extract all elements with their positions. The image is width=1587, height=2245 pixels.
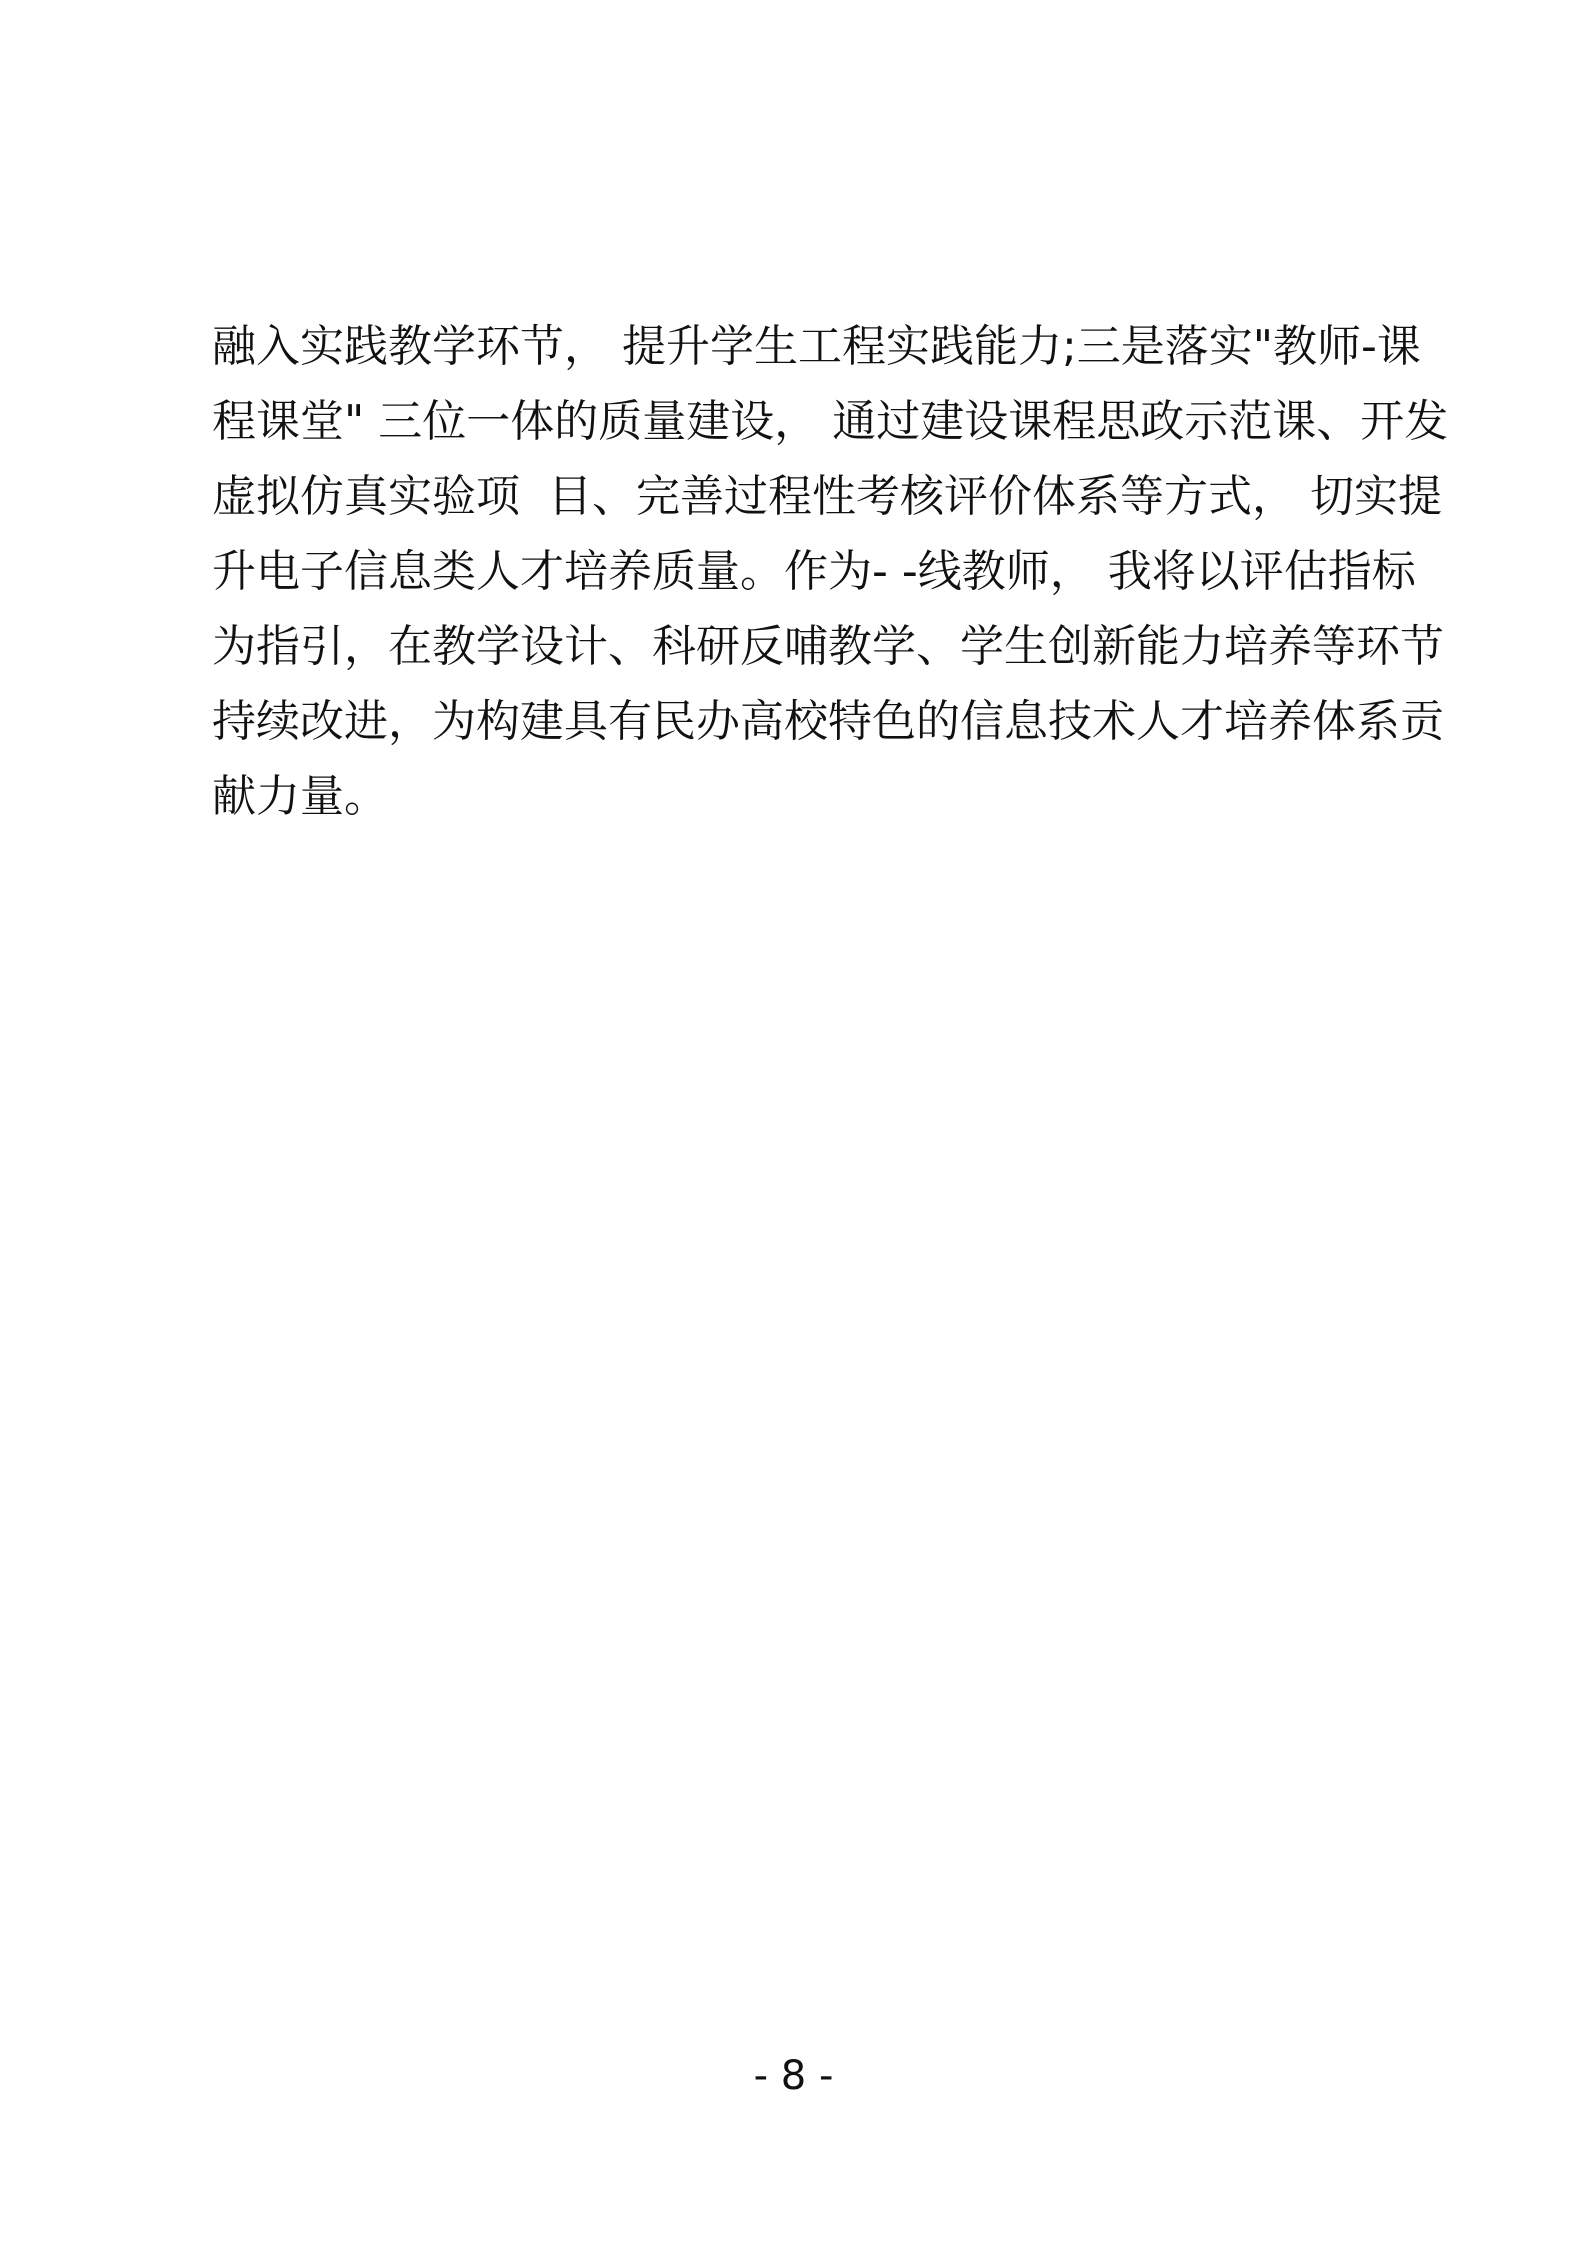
paragraph-line: 献力量。 bbox=[212, 771, 388, 822]
paragraph-line: 程课堂" 三位一体的质量建设， 通过建设课程思政示范课、开发 bbox=[212, 396, 1449, 447]
paragraph-line: 持续改进，为构建具有民办高校特色的信息技术人才培养体系贡 bbox=[212, 696, 1444, 747]
paragraph-line: 融入实践教学环节， 提升学生工程实践能力;三是落实"教师-课 bbox=[212, 321, 1421, 372]
body-paragraph bbox=[212, 309, 1449, 834]
page-number: - 8 - bbox=[753, 2053, 834, 2099]
paragraph-line: 为指引，在教学设计、科研反哺教学、学生创新能力培养等环节 bbox=[212, 621, 1444, 672]
paragraph-line: 升电子信息类人才培养质量。作为- -线教师， 我将以评估指标 bbox=[212, 546, 1416, 597]
paragraph-line: 虚拟仿真实验项 目、完善过程性考核评价体系等方式， 切实提 bbox=[212, 471, 1442, 522]
